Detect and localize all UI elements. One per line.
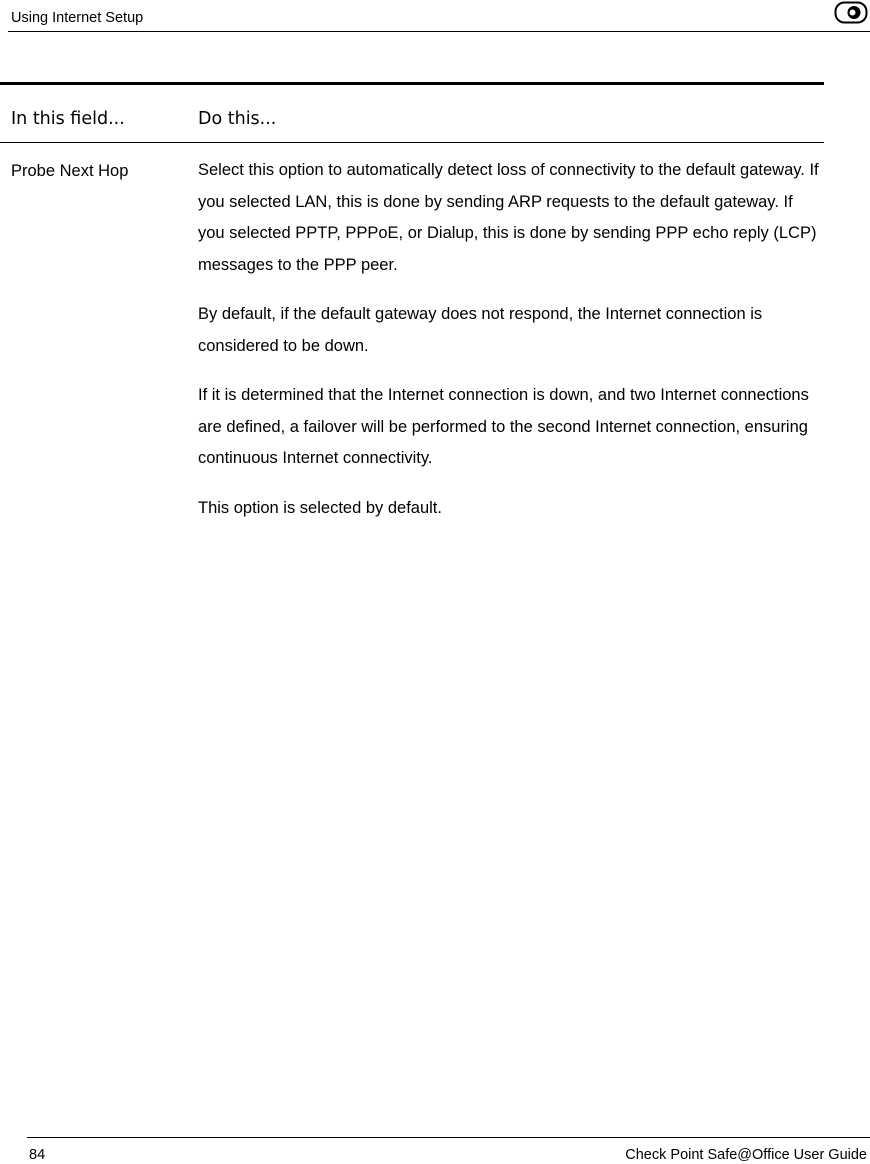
description-paragraph: By default, if the default gateway does not respond, the Internet connection is considered to be down. xyxy=(198,305,763,355)
field-name-cell: Probe Next Hop xyxy=(11,162,129,180)
chapter-tab-icon xyxy=(834,1,868,24)
column-header-action: Do this... xyxy=(198,109,277,129)
page-number: 84 xyxy=(29,1147,46,1163)
book-title: Check Point Safe@Office User Guide xyxy=(625,1147,867,1163)
table-header-rule xyxy=(0,142,824,143)
field-description-cell xyxy=(198,155,820,542)
description-paragraph: If it is determined that the Internet connection is down, and two Internet connections are defined, a failover will be performed to the second Internet connection, ensuring continuous Internet connectivity. xyxy=(198,386,809,467)
section-title: Using Internet Setup xyxy=(11,10,144,26)
description-paragraph: This option is selected by default. xyxy=(198,498,442,517)
description-paragraph: Select this option to automatically detect loss of connectivity to the default gateway. If you selected LAN, this is done by sending ARP requests to the default gateway. If you selected PPTP, PPPoE, or Dialup, this is done by sending PPP echo reply (LCP) messages to the PPP peer. xyxy=(198,161,819,274)
table-top-rule xyxy=(0,82,824,85)
page-footer xyxy=(27,1137,870,1164)
page-header xyxy=(8,0,870,32)
column-header-field: In this field... xyxy=(11,109,125,129)
